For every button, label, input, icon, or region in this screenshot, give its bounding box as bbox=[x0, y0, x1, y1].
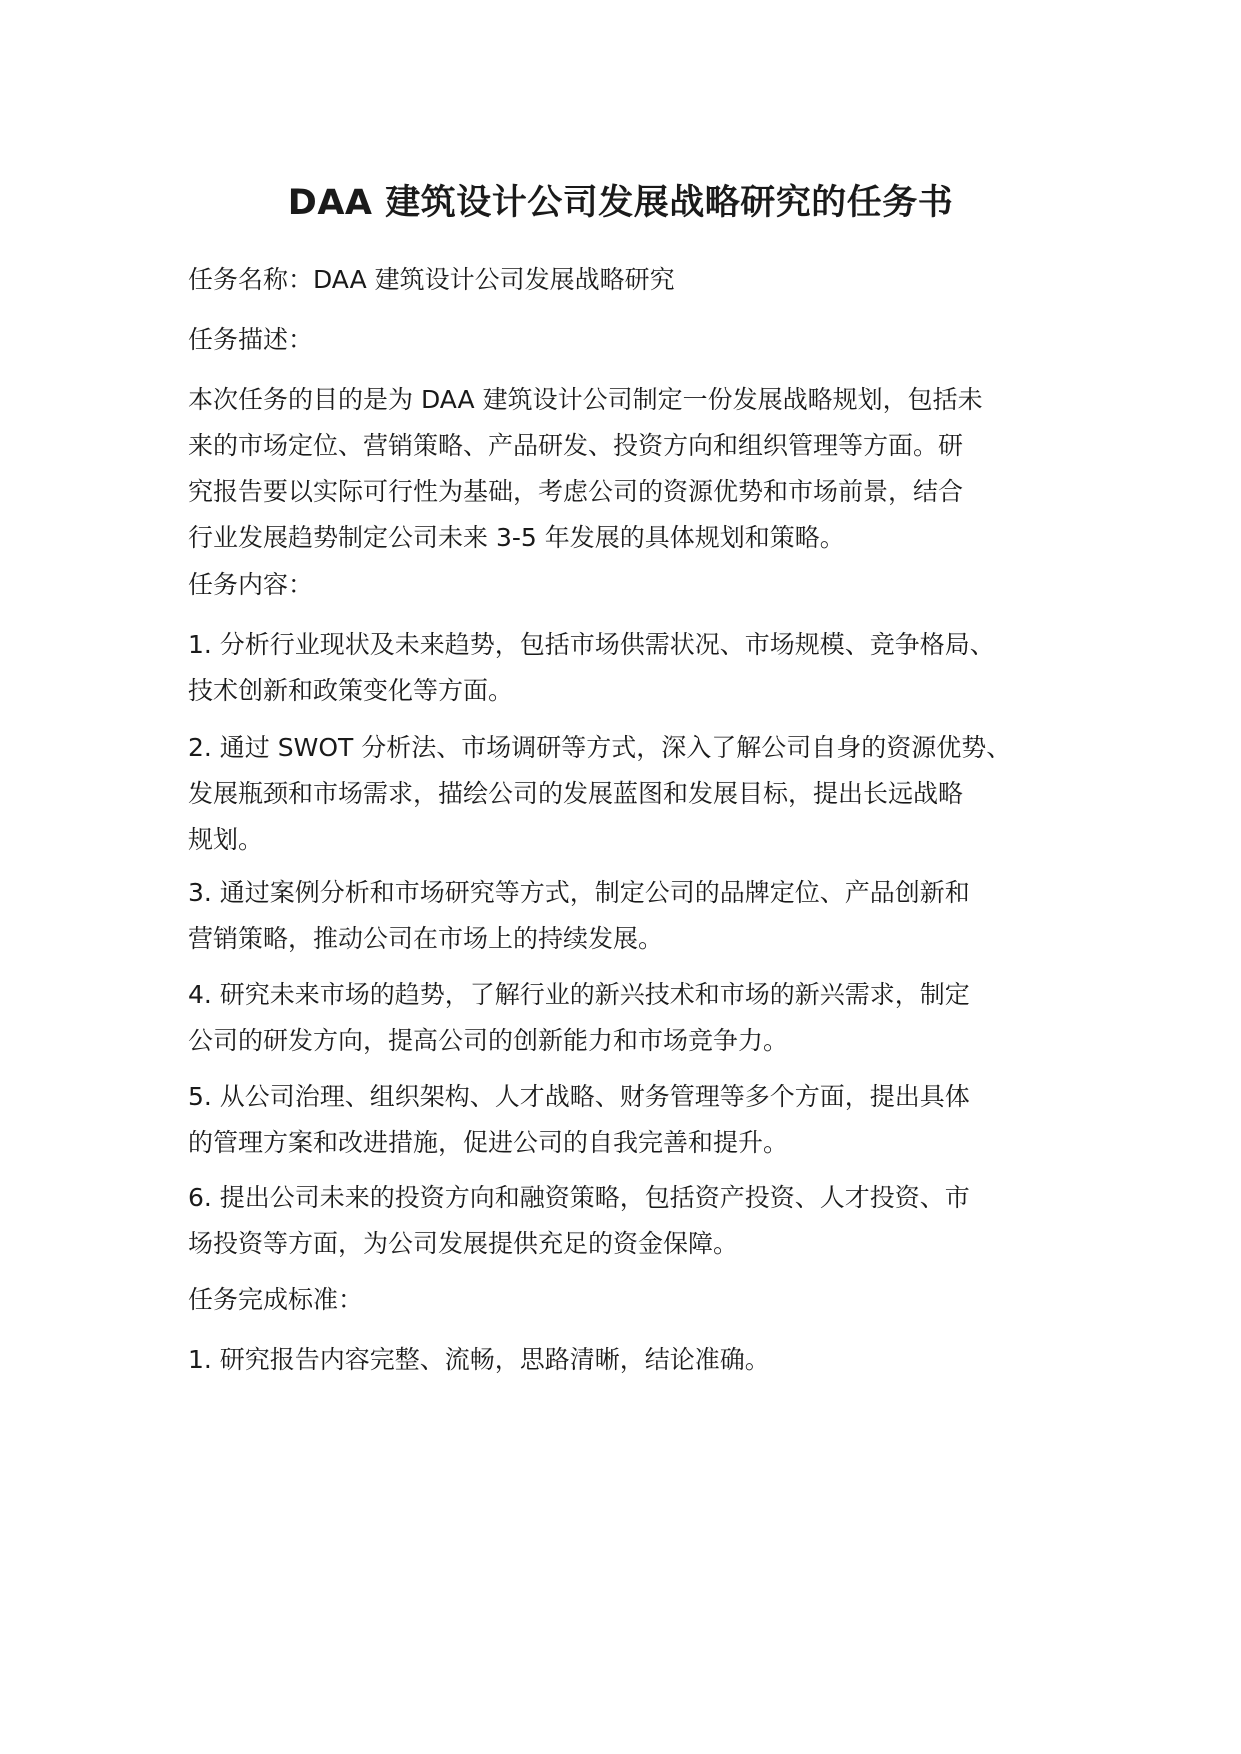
item-line: 的管理方案和改进措施，促进公司的自我完善和提升。 bbox=[188, 1128, 789, 1157]
item-line: 营销策略，推动公司在市场上的持续发展。 bbox=[188, 924, 664, 953]
task-item-3 bbox=[188, 870, 1078, 962]
item-line: 规划。 bbox=[188, 825, 264, 854]
paragraph-line: 本次任务的目的是为 DAA 建筑设计公司制定一份发展战略规划，包括未 bbox=[188, 385, 983, 414]
task-item-1 bbox=[188, 622, 1078, 714]
task-description-heading: 任务描述： bbox=[188, 325, 314, 354]
item-line: 技术创新和政策变化等方面。 bbox=[188, 676, 514, 705]
item-line: 4. 研究未来市场的趋势，了解行业的新兴技术和市场的新兴需求，制定 bbox=[188, 980, 970, 1009]
item-line: 5. 从公司治理、组织架构、人才战略、财务管理等多个方面，提出具体 bbox=[188, 1082, 970, 1111]
completion-heading: 任务完成标准： bbox=[188, 1285, 364, 1314]
document-title: DAA 建筑设计公司发展战略研究的任务书 bbox=[287, 183, 954, 223]
paragraph-line: 行业发展趋势制定公司未来 3-5 年发展的具体规划和策略。 bbox=[188, 523, 845, 552]
task-item-5 bbox=[188, 1074, 1078, 1166]
task-name: 任务名称：DAA 建筑设计公司发展战略研究 bbox=[188, 265, 675, 294]
item-line: 2. 通过 SWOT 分析法、市场调研等方式，深入了解公司自身的资源优势、 bbox=[188, 733, 1012, 762]
completion-item-1: 1. 研究报告内容完整、流畅，思路清晰，结论准确。 bbox=[188, 1345, 770, 1374]
item-line: 6. 提出公司未来的投资方向和融资策略，包括资产投资、人才投资、市 bbox=[188, 1183, 970, 1212]
task-item-6 bbox=[188, 1175, 1078, 1267]
item-line: 发展瓶颈和市场需求，描绘公司的发展蓝图和发展目标，提出长远战略 bbox=[188, 779, 964, 808]
task-content-heading: 任务内容： bbox=[188, 570, 314, 599]
task-description-paragraph bbox=[188, 377, 1078, 561]
item-line: 3. 通过案例分析和市场研究等方式，制定公司的品牌定位、产品创新和 bbox=[188, 878, 970, 907]
item-line: 公司的研发方向，提高公司的创新能力和市场竞争力。 bbox=[188, 1026, 789, 1055]
task-item-2 bbox=[188, 725, 1078, 863]
paragraph-line: 究报告要以实际可行性为基础，考虑公司的资源优势和市场前景，结合 bbox=[188, 477, 964, 506]
task-item-4 bbox=[188, 972, 1078, 1064]
item-line: 场投资等方面，为公司发展提供充足的资金保障。 bbox=[188, 1229, 739, 1258]
paragraph-line: 来的市场定位、营销策略、产品研发、投资方向和组织管理等方面。研 bbox=[188, 431, 964, 460]
item-line: 1. 分析行业现状及未来趋势，包括市场供需状况、市场规模、竞争格局、 bbox=[188, 630, 995, 659]
